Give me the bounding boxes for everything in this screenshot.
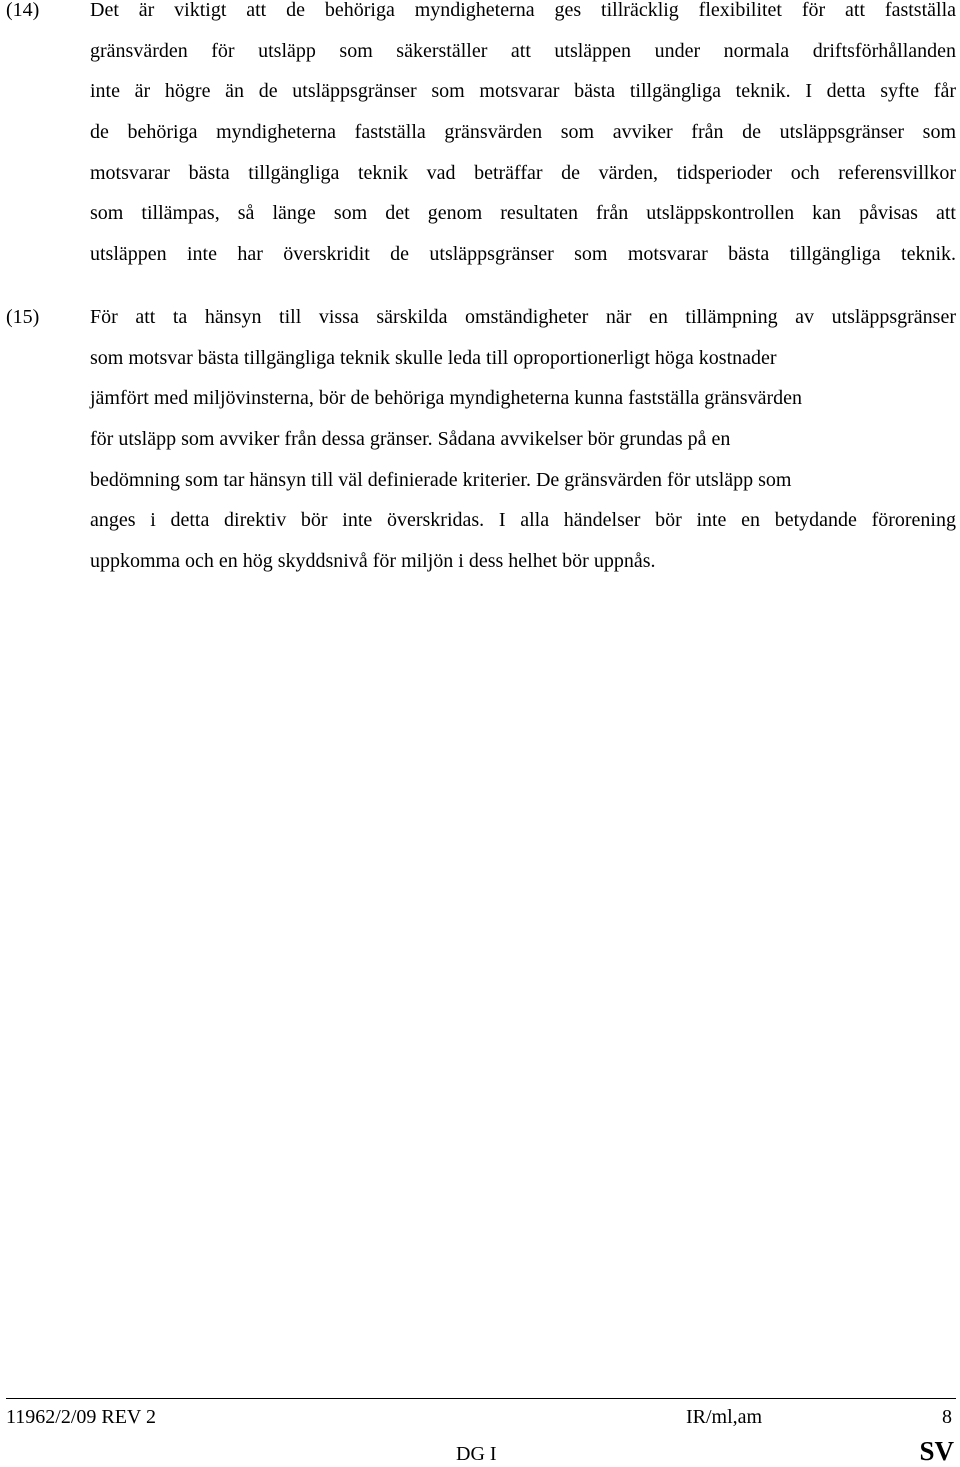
text-line: För att ta hänsyn till vissa särskilda omständigheter när en tillämpning av utsläppsgränser (90, 306, 956, 328)
footer-page-number: 8 (942, 1406, 952, 1428)
paragraph-text (90, 0, 956, 275)
footer-dg: DG I (456, 1443, 497, 1465)
text-line: gränsvärden för utsläpp som säkerställer att utsläppen under normala driftsförhållanden (90, 39, 956, 62)
text-line: de behöriga myndigheterna fastställa gränsvärden som avviker från de utsläppsgränser som (90, 121, 956, 144)
text-line: jämfört med miljövinsterna, bör de behöriga myndigheterna kunna fastställa gränsvärden (90, 387, 803, 410)
footer-language: SV (919, 1436, 954, 1466)
footer-initials: IR/ml,am (686, 1406, 763, 1428)
footer-divider (6, 1398, 956, 1399)
text-line: uppkomma och en hög skyddsnivå för miljön i dess helhet bör uppnås. (90, 550, 656, 573)
text-line: motsvarar bästa tillgängliga teknik vad beträffar de värden, tidsperioder och referensvillkor (90, 161, 956, 184)
text-line: bedömning som tar hänsyn till väl definierade kriterier. De gränsvärden för utsläpp som (90, 468, 792, 491)
paragraph-number: (15) (6, 306, 40, 328)
text-line: anges i detta direktiv bör inte överskridas. I alla händelser bör inte en betydande förorening (90, 509, 956, 532)
footer-doc-ref: 11962/2/09 REV 2 (6, 1406, 157, 1428)
text-line: utsläppen inte har överskridit de utsläppsgränser som motsvarar bästa tillgängliga teknik. (90, 243, 956, 266)
text-line: för utsläpp som avviker från dessa gränser. Sådana avvikelser bör grundas på en (90, 428, 731, 451)
text-line: som motsvar bästa tillgängliga teknik skulle leda till oproportionerligt höga kostnader (90, 346, 777, 369)
text-line: Det är viktigt att de behöriga myndigheterna ges tillräcklig flexibilitet för att fastställa (90, 0, 956, 21)
paragraph-text (90, 297, 956, 582)
paragraph-number: (14) (6, 0, 40, 21)
text-line: som tillämpas, så länge som det genom resultaten från utsläppskontrollen kan påvisas att (90, 202, 956, 225)
text-line: inte är högre än de utsläppsgränser som motsvarar bästa tillgängliga teknik. I detta syfte får (90, 80, 956, 103)
